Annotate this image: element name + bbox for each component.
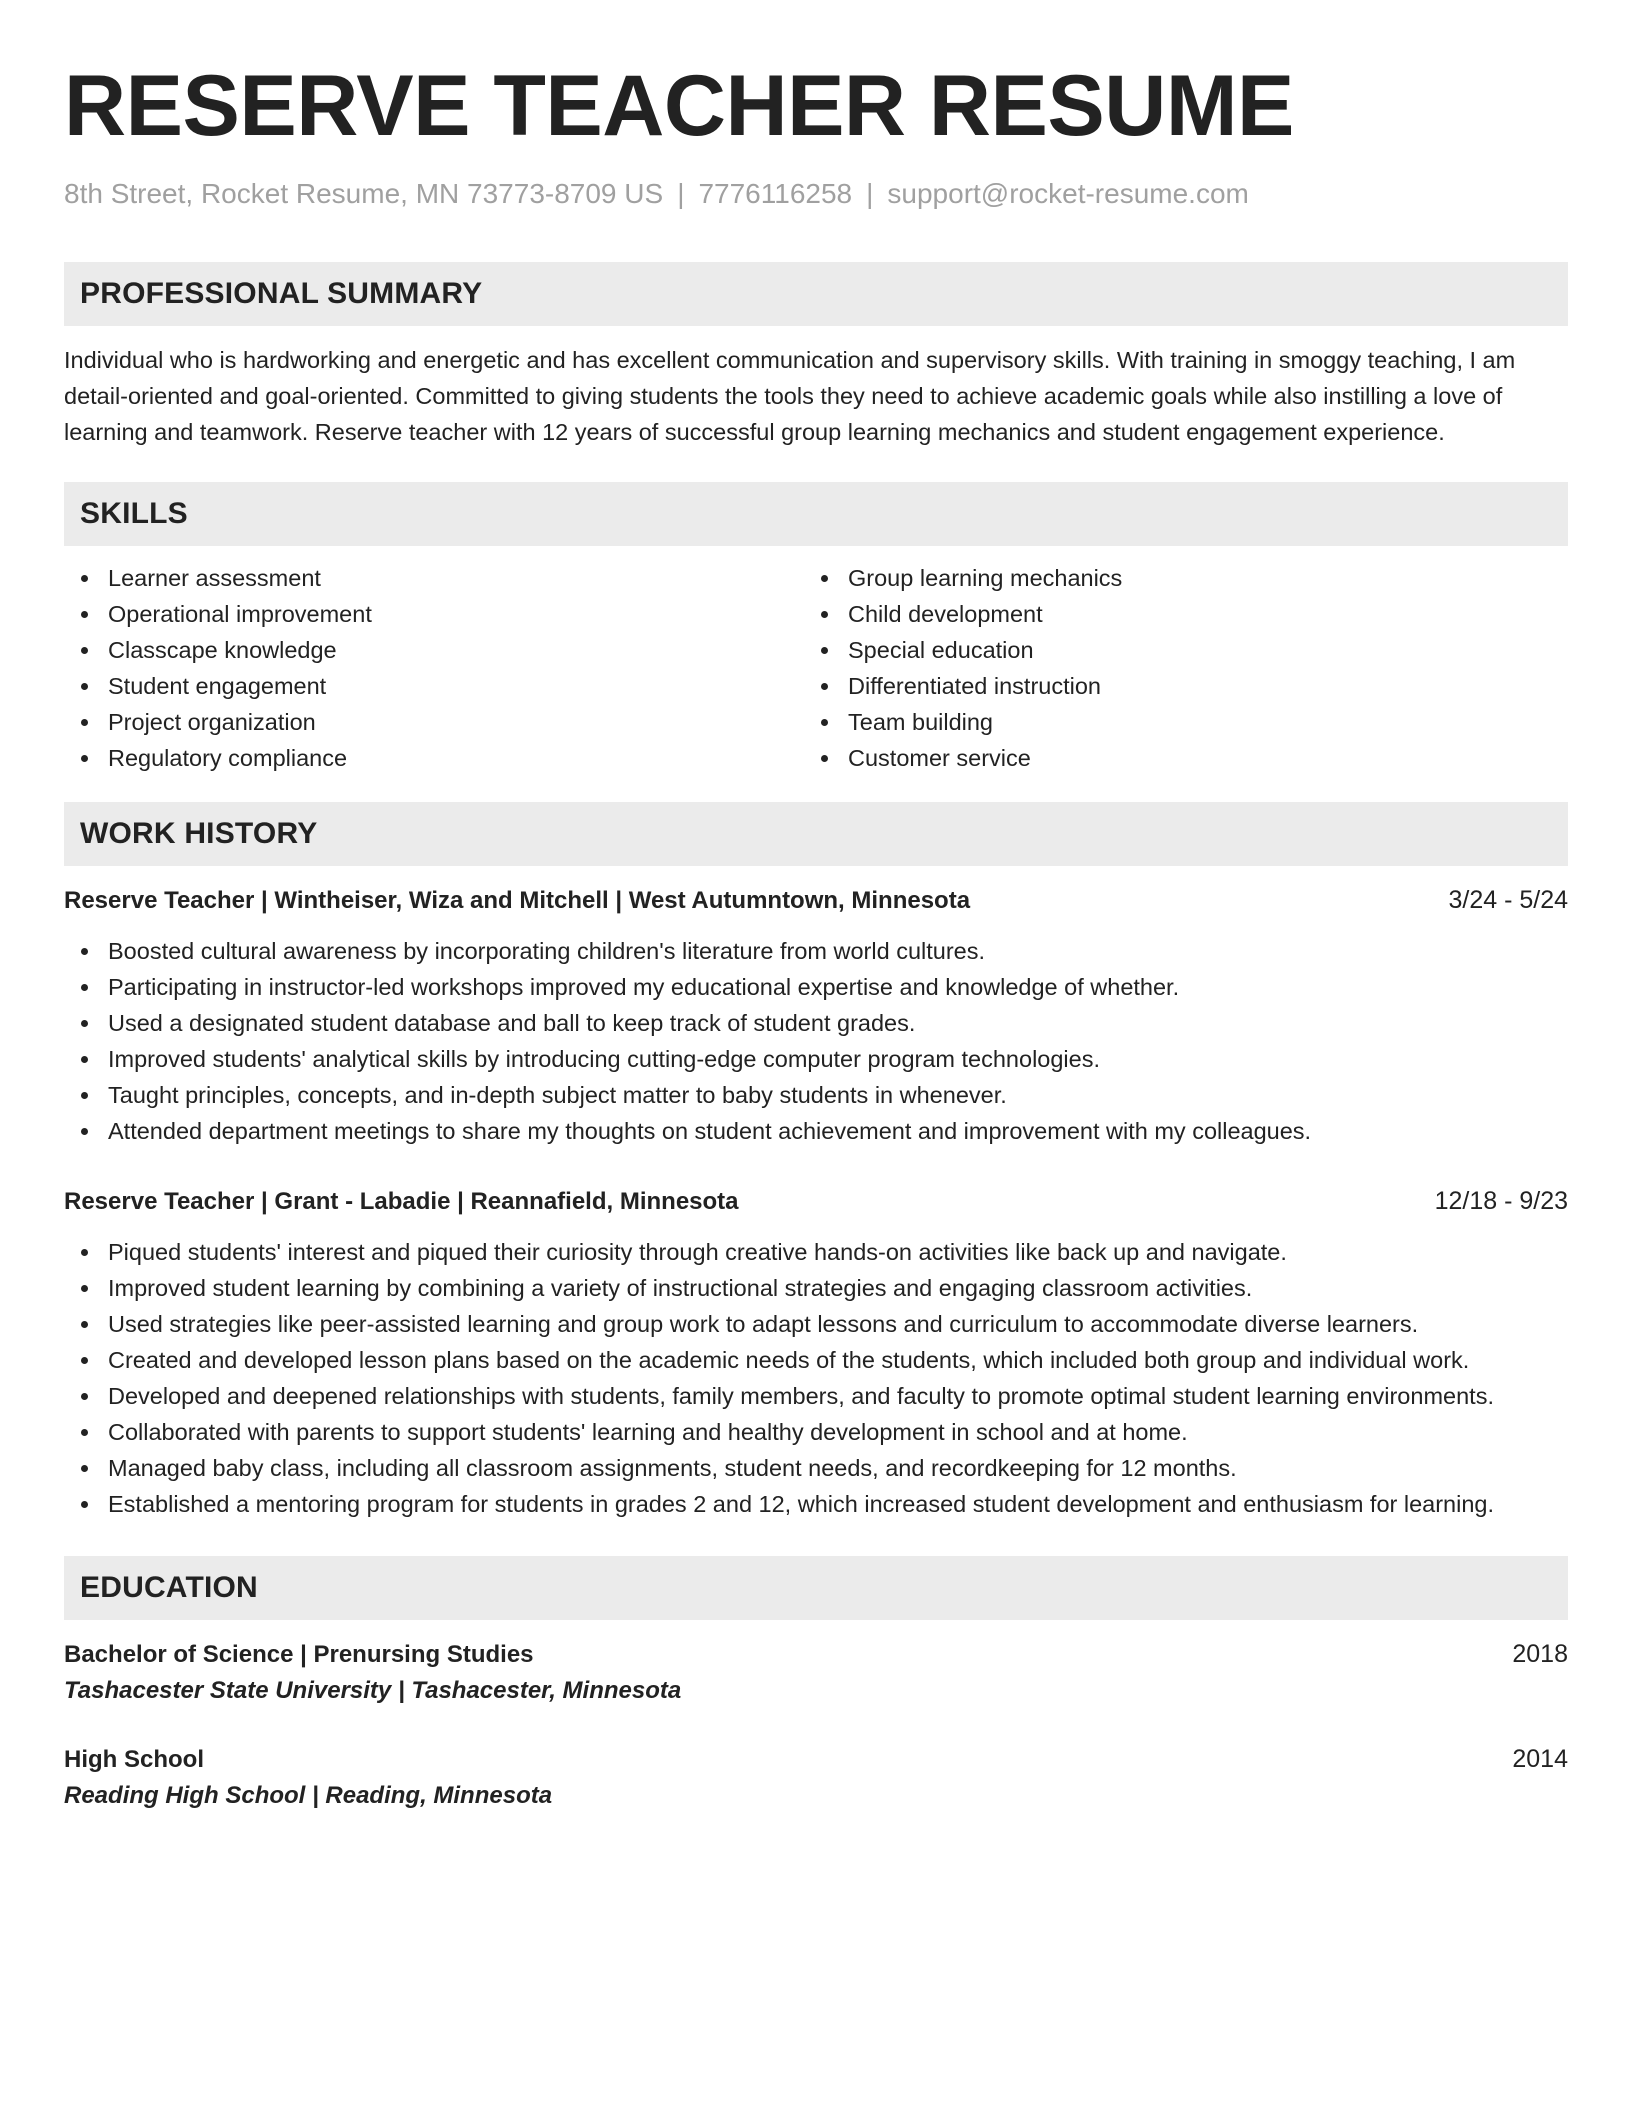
education-entry: [64, 1636, 1568, 1709]
section-header-work-history: WORK HISTORY: [64, 802, 1568, 866]
job-dates: 3/24 - 5/24: [1448, 886, 1568, 914]
education-header: [64, 1741, 1568, 1778]
job-bullet: Taught principles, concepts, and in-depth subject matter to baby students in whenever.: [64, 1077, 1568, 1113]
job-bullet: Created and developed lesson plans based on the academic needs of the students, which included both group and individual work.: [64, 1342, 1568, 1378]
job-title: Reserve Teacher | Wintheiser, Wiza and Mitchell | West Autumntown, Minnesota: [64, 887, 971, 914]
education-entry: [64, 1741, 1568, 1814]
contact-phone: 7776116258: [698, 178, 853, 209]
education-degree: High School: [64, 1746, 204, 1773]
job-bullet: Used a designated student database and ball to keep track of student grades.: [64, 1005, 1568, 1041]
job-bullet: Established a mentoring program for students in grades 2 and 12, which increased student development and enthusiasm for learning.: [64, 1486, 1568, 1522]
contact-line: [64, 176, 1568, 212]
skill-item: Group learning mechanics: [804, 560, 1544, 596]
summary-text: Individual who is hardworking and energetic and has excellent communication and supervisory skills. With training in smoggy teaching, I am detail-oriented and goal-oriented. Committed to giving students the tools they need to achieve academic goals while also instilling a love of learning and teamwork. Reserve teacher with 12 years of successful group learning mechanics and student engagement experience.: [64, 347, 1516, 445]
resume-title: RESERVE TEACHER RESUME: [64, 58, 1294, 154]
contact-address: 8th Street, Rocket Resume, MN 73773-8709 US: [64, 178, 664, 209]
job-bullet: Improved student learning by combining a variety of instructional strategies and engaging classroom activities.: [64, 1270, 1568, 1306]
job-bullet: Collaborated with parents to support students' learning and healthy development in school and at home.: [64, 1414, 1568, 1450]
contact-separator: |: [677, 178, 685, 209]
skill-item: Project organization: [64, 704, 804, 740]
job-dates: 12/18 - 9/23: [1434, 1187, 1568, 1215]
job-bullet: Used strategies like peer-assisted learning and group work to adapt lessons and curriculum to accommodate diverse learners.: [64, 1306, 1568, 1342]
skill-item: Special education: [804, 632, 1544, 668]
skill-item: Regulatory compliance: [64, 740, 804, 776]
section-header-education: EDUCATION: [64, 1556, 1568, 1620]
contact-email: support@rocket-resume.com: [887, 178, 1249, 209]
job-header: [64, 1183, 1568, 1220]
skill-item: Operational improvement: [64, 596, 804, 632]
skill-item: Learner assessment: [64, 560, 804, 596]
skill-item: Student engagement: [64, 668, 804, 704]
job-title: Reserve Teacher | Grant - Labadie | Reannafield, Minnesota: [64, 1188, 739, 1215]
job-bullet: Attended department meetings to share my thoughts on student achievement and improvement with my colleagues.: [64, 1113, 1568, 1149]
education-year: 2018: [1512, 1640, 1568, 1668]
education-header: [64, 1636, 1568, 1673]
job-bullet: Developed and deepened relationships with students, family members, and faculty to promote optimal student learning environments.: [64, 1378, 1568, 1414]
job-bullet: Participating in instructor-led workshops improved my educational expertise and knowledge of whether.: [64, 969, 1568, 1005]
job-bullets: [64, 933, 1568, 1149]
job-bullet: Piqued students' interest and piqued their curiosity through creative hands-on activities like back up and navigate.: [64, 1234, 1568, 1270]
job-bullet: Improved students' analytical skills by introducing cutting-edge computer program technologies.: [64, 1041, 1568, 1077]
job-entry: [64, 882, 1568, 1149]
education-degree: Bachelor of Science | Prenursing Studies: [64, 1641, 534, 1668]
job-bullets: [64, 1234, 1568, 1522]
skill-item: Child development: [804, 596, 1544, 632]
skill-item: Classcape knowledge: [64, 632, 804, 668]
skills-grid: [64, 560, 1568, 776]
skills-column-left: [64, 560, 804, 776]
job-bullet: Boosted cultural awareness by incorporating children's literature from world cultures.: [64, 933, 1568, 969]
job-bullet: Managed baby class, including all classroom assignments, student needs, and recordkeeping for 12 months.: [64, 1450, 1568, 1486]
skill-item: Customer service: [804, 740, 1544, 776]
contact-separator: |: [866, 178, 874, 209]
section-header-summary: PROFESSIONAL SUMMARY: [64, 262, 1568, 326]
education-school: Tashacester State University | Tashacester, Minnesota: [64, 1677, 682, 1704]
section-header-skills: SKILLS: [64, 482, 1568, 546]
skill-item: Differentiated instruction: [804, 668, 1544, 704]
education-school: Reading High School | Reading, Minnesota: [64, 1782, 553, 1809]
job-header: [64, 882, 1568, 919]
skill-item: Team building: [804, 704, 1544, 740]
skills-column-right: [804, 560, 1544, 776]
job-entry: [64, 1183, 1568, 1522]
education-year: 2014: [1512, 1745, 1568, 1773]
